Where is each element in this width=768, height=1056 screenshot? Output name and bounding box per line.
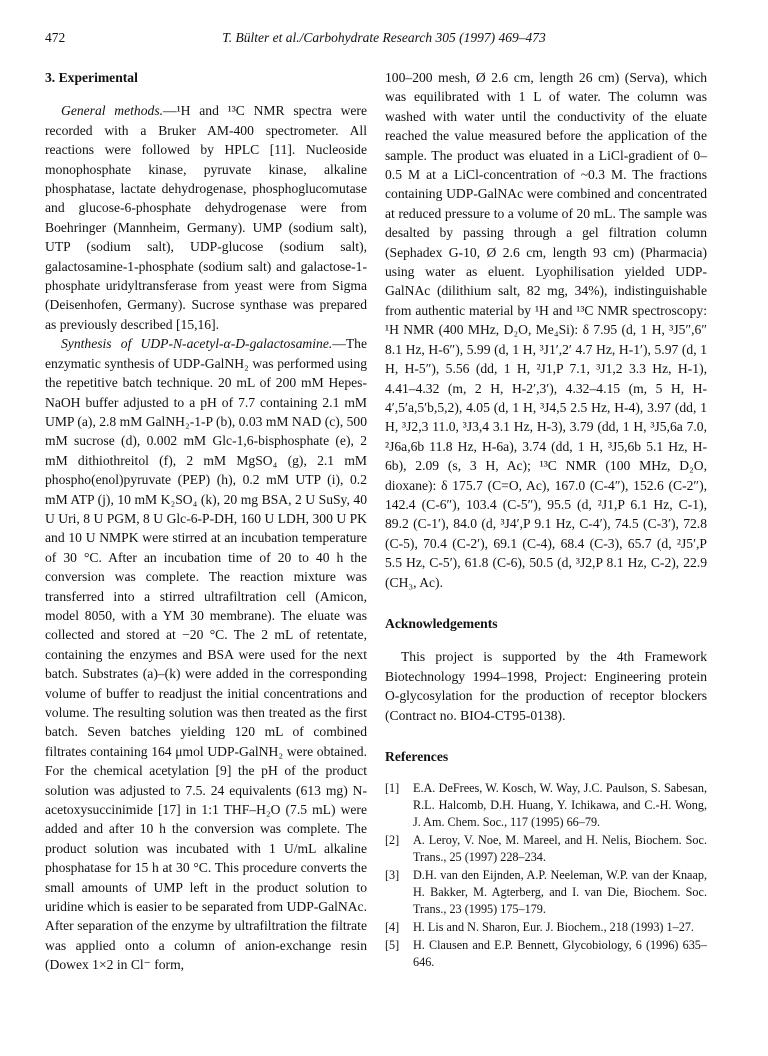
reference-text: H. Clausen and E.P. Bennett, Glycobiology, 6 (1996) 635–646.	[413, 938, 707, 970]
reference-list	[385, 780, 707, 971]
reference-item	[385, 937, 707, 971]
reference-text: H. Lis and N. Sharon, Eur. J. Biochem., 218 (1993) 1–27.	[413, 920, 694, 935]
reference-number: [2]	[385, 833, 400, 848]
synthesis-title: Synthesis of UDP-N-acetyl-α-D-galactosamine.	[61, 336, 333, 352]
synthesis-paragraph	[45, 334, 367, 974]
reference-text: D.H. van den Eijnden, A.P. Neeleman, W.P. van der Knaap, H. Bakker, M. Agterberg, and I. van Die, Biochem. Soc. Trans., 23 (1995) 175–179.	[413, 868, 707, 917]
reference-item	[385, 832, 707, 866]
reference-number: [5]	[385, 938, 400, 953]
general-methods-paragraph	[45, 101, 367, 334]
left-column	[45, 68, 367, 975]
references-heading: References	[385, 749, 449, 764]
acknowledgements-text: This project is supported by the 4th Framework Biotechnology 1994–1998, Project: Engineering protein O-glycosylation for the production of receptor blockers (Contract no. BIO4-CT95-0138).	[385, 649, 707, 723]
general-methods-text: —¹H and ¹³C NMR spectra were recorded with a Bruker AM-400 spectrometer. All reactions were followed by HPLC [11]. Nucleoside monophosphate kinase, pyruvate kinase, alkaline phosphatase, lactate dehydrogenase, phosphoglucomutase and glucose-6-phosphate dehydrogenase were from Boehringer (Mannheim, Germany). UMP (sodium salt), UTP (sodium salt), UDP-glucose (sodium salt), galactosamine-1-phosphate (sodium salt) and galactose-1-phosphate uridyltransferase from yeast were from Sigma (Deisenhofen, Germany). Sucrose synthase was prepared as previously described [15,16].	[45, 103, 367, 332]
experimental-continued-paragraph: 100–200 mesh, Ø 2.6 cm, length 26 cm) (Serva), which was equilibrated with 1 L of water. The column was washed with water until the conductivity of the eluate reached the value measured before the application of the sample. The product was eluated in a LiCl-gradient of 0–0.5 M at a LiCl-concentration of ~0.3 M. The fractions containing UDP-GalNAc were combined and concentrated at reduced pressure to a volume of 20 mL. The sample was desalted by passing through a gel filtration column (Sephadex G-10, Ø 2.6 cm, length 93 cm) (Pharmacia) using water as eluent. Lyophilisation yielded UDP-GalNAc (dilithium salt, 82 mg, 34%), indistinguishable from authentic material by ¹H and ¹³C NMR spectroscopy: ¹H NMR (400 MHz, D₂O, Me₄Si): δ 7.95 (d, 1 H, ³J5″,6″ 8.1 Hz, H-6″), 5.99 (d, 1 H, ³J1′,2′ 4.7 Hz, H-1′), 5.97 (d, 1 H, H-5″), 5.56 (dd, 1 H, ²J1,P 7.1, ³J1,2 3.3 Hz, H-1), 4.41–4.32 (m, 2 H, H-2′,3′), 4.32–4.15 (m, 5 H, H-4′,5′a,5′b,5,2), 4.05 (d, 1 H, ³J4,5 2.5 Hz, H-4), 3.97 (dd, 1 H, ³J2,3 11.0, ³J3,4 3.1 Hz, H-3), 3.79 (dd, 1 H, ³J5,6a 7.0, ²J6a,6b 11.8 Hz, H-6a), 3.74 (dd, 1 H, ³J5,6b 5.1 Hz, H-6b), 2.09 (s, 3 H, Ac); ¹³C NMR (100 MHz, D₂O, dioxane): δ 175.7 (C=O, Ac), 167.0 (C-4″), 152.6 (C-2″), 142.4 (C-6″), 103.4 (C-5″), 95.5 (d, ²J1,P 6.1 Hz, C-1), 89.2 (C-1′), 84.0 (d, ³J4′,P 9.1 Hz, C-4′), 74.5 (C-3′), 72.8 (C-5), 70.4 (C-2′), 69.1 (C-4), 68.4 (C-3), 65.7 (d, ²J5′,P 5.5 Hz, C-5′), 61.8 (C-6), 50.5 (d, ³J2,P 8.1 Hz, C-2), 22.9 (CH₃, Ac).	[385, 70, 707, 590]
reference-item	[385, 919, 707, 936]
general-methods-title: General methods.	[61, 103, 164, 119]
running-head: T. Bülter et al./Carbohydrate Research 305 (1997) 469–473	[222, 30, 546, 45]
right-column	[385, 68, 707, 972]
reference-item	[385, 867, 707, 918]
acknowledgements-heading: Acknowledgements	[385, 615, 498, 631]
reference-text: A. Leroy, V. Noe, M. Mareel, and H. Nelis, Biochem. Soc. Trans., 25 (1997) 228–234.	[413, 833, 707, 865]
reference-item	[385, 780, 707, 831]
reference-text: E.A. DeFrees, W. Kosch, W. Way, J.C. Paulson, S. Sabesan, R.L. Halcomb, D.H. Huang, Y. Ichikawa, and C.-H. Wong, J. Am. Chem. Soc., 117 (1995) 66–79.	[413, 781, 707, 830]
reference-number: [4]	[385, 920, 400, 935]
reference-number: [3]	[385, 868, 400, 883]
experimental-heading: 3. Experimental	[45, 70, 138, 85]
page-number: 472	[45, 30, 66, 45]
synthesis-text: —The enzymatic synthesis of UDP-GalNH₂ was performed using the repetitive batch technique. 20 mL of 200 mM Hepes-NaOH buffer adjusted to a pH of 7.7 containing 2.1 mM UMP (a), 2.8 mM GalNH₂-1-P (b), 0.03 mM NAD (c), 500 mM sucrose (d), 0.002 mM Glc-1,6-bisphosphate (e), 2 mM dithiothreitol (f), 2 mM MgSO₄ (g), 2.1 mM phospho(enol)pyruvate (PEP) (h), 0.2 mM UTP (i), 0.2 mM ATP (j), 10 mM K₂SO₄ (k), 20 mg BSA, 2 U SuSy, 40 U Uri, 8 U PGM, 8 U Glc-6-P-DH, 160 U LDH, 300 U PK and 10 U NMPK were stirred at an incubation temperature of 30 °C. After an incubation time of 20 to 40 h the conversion was complete. The reaction mixture was transferred into a stirred ultrafiltration cell (Amicon, model 8050, with a YM 30 membrane). The eluate was collected and stored at −20 °C. The 2 mL of retentate, containing the enzymes and BSA were used for the next batch. Substrates (a)–(k) were added in the corresponding volume of buffer to readjust the initial concentrations and volume. The resulting solution was then treated as the first batch. Seven batches yielding 120 mL of combined filtrates containing 164 μmol UDP-GalNH₂ were obtained. For the chemical acetylation [9] the pH of the product solution was adjusted to 7.5. 24 equivalents (613 mg) N-acetoxysuccinimide [17] in 1:1 THF–H₂O (7.5 mL) were added and after 10 h the conversion was complete. The product solution was incubated with 1 U/mL alkaline phosphatase for 15 h at 30 °C. This procedure converts the small amounts of UMP left in the product solution to uridine which is easier to be separated from UDP-GalNAc. After separation of the enzyme by ultrafiltration the filtrate was applied onto a column of anion-exchange resin (Dowex 1×2 in Cl⁻ form,	[45, 336, 368, 973]
reference-number: [1]	[385, 781, 400, 796]
